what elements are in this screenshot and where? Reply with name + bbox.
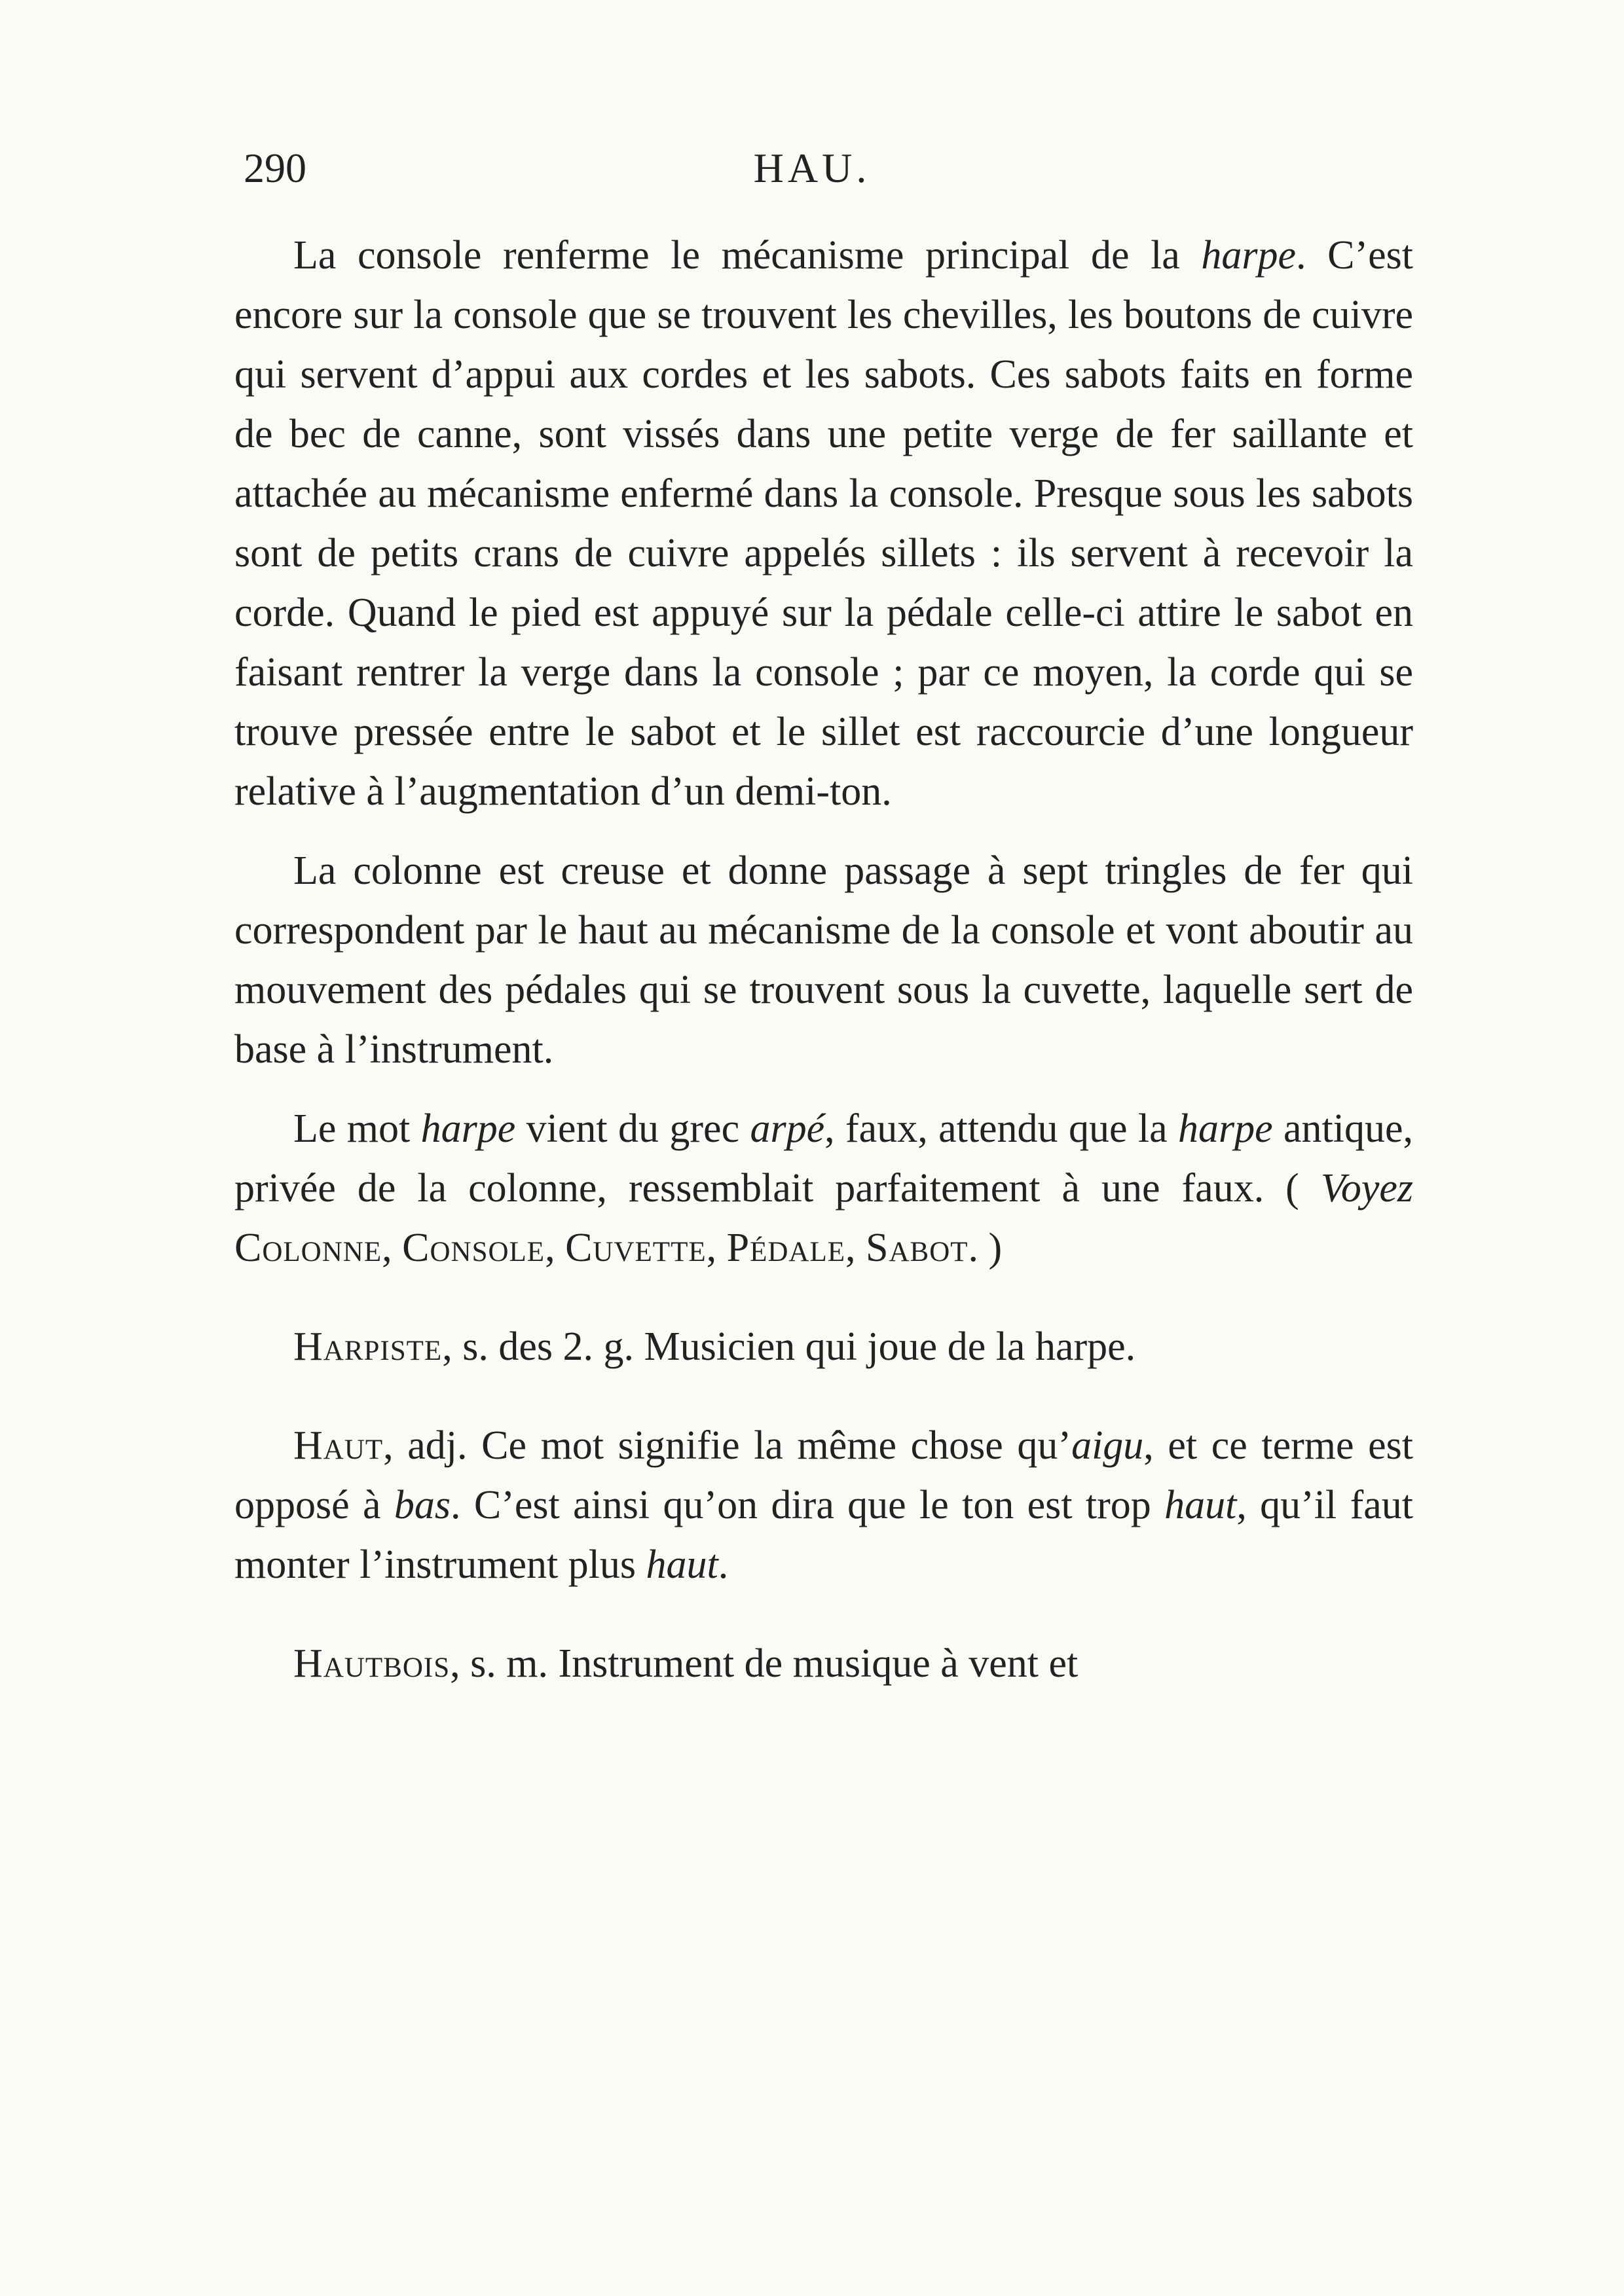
entry-headword: Haut [293, 1423, 384, 1468]
cross-reference: Colonne [234, 1226, 382, 1270]
entry-harpiste: Harpiste, s. des 2. g. Musicien qui joue de la harpe. [293, 1324, 1136, 1369]
paragraph-harpe-colonne: La colonne est creuse et donne passage à sept tringles de fer qui correspondent par le haut au mécanisme de la console et vont aboutir au mouvement des pédales qui se trouvent sous la cuvette, laquelle sert de base à l’instrument. [234, 848, 1413, 1072]
entry-hautbois: Hautbois, s. m. Instrument de musique à vent et [293, 1641, 1079, 1686]
running-head [0, 144, 1624, 203]
entry-headword: Hautbois [293, 1641, 451, 1686]
cross-reference: Sabot [866, 1226, 969, 1270]
cross-reference: Console [402, 1226, 545, 1270]
text-body [234, 226, 1413, 1694]
cross-reference: Cuvette [565, 1226, 707, 1270]
page-number: 290 [244, 145, 306, 191]
paragraph-harpe-etymology: Le mot harpe vient du grec arpé, faux, attendu que la harpe antique, privée de la colonne, ressemblait parfaitement à une faux. ( Voyez Colonne, Console, Cuvette, Pédale, Sabot. ) [234, 1106, 1414, 1270]
entry-haut: Haut, adj. Ce mot signifie la même chose qu’aigu, et ce terme est opposé à bas. C’est ainsi qu’on dira que le ton est trop haut, qu’il faut monter l’instrument plus haut. [234, 1423, 1413, 1587]
entry-headword: Harpiste [293, 1324, 443, 1369]
running-title: HAU. [753, 145, 871, 191]
paragraph-harpe-console: La console renferme le mécanisme principal de la harpe. C’est encore sur la console que se trouvent les chevilles, les boutons de cuivre qui servent d’appui aux cordes et les sabots. Ces sabots faits en forme de bec de canne, sont vissés dans une petite verge de fer saillante et attachée au mécanisme enfermé dans la console. Presque sous les sabots sont de petits crans de cuivre appelés sillets : ils servent à recevoir la corde. Quand le pied est appuyé sur la pédale celle-ci attire le sabot en faisant rentrer la verge dans la console ; par ce moyen, la corde qui se trouve pressée entre le sabot et le sillet est raccourcie d’une longueur relative à l’augmentation d’un demi-ton. [234, 233, 1413, 814]
cross-reference: Pédale [726, 1226, 845, 1270]
